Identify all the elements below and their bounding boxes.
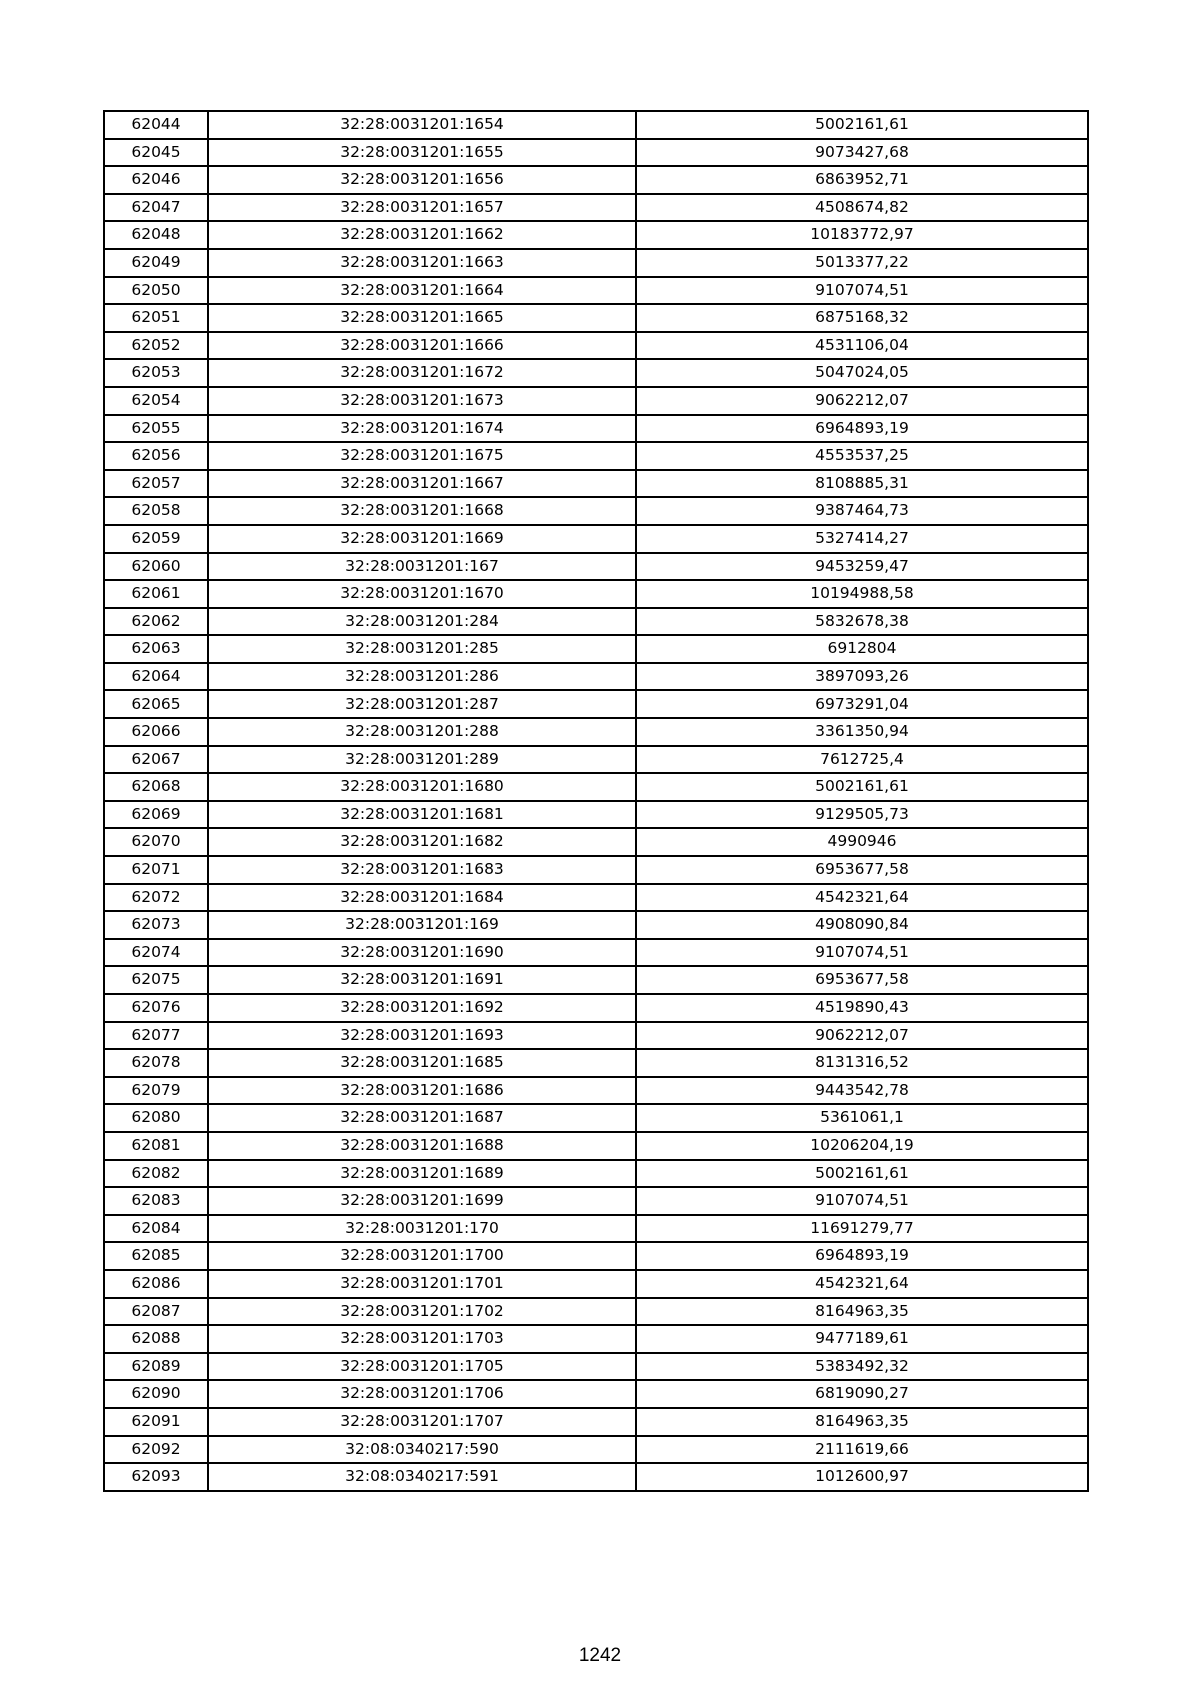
value-cell: 4542321,64 — [636, 1270, 1088, 1298]
table-row — [104, 194, 1088, 222]
row-number-cell: 62057 — [104, 470, 208, 498]
value-cell: 9107074,51 — [636, 939, 1088, 967]
row-number-cell: 62058 — [104, 497, 208, 525]
table-row — [104, 1187, 1088, 1215]
row-number-cell: 62056 — [104, 442, 208, 470]
value-cell: 6819090,27 — [636, 1380, 1088, 1408]
value-cell: 10194988,58 — [636, 580, 1088, 608]
value-cell: 5013377,22 — [636, 249, 1088, 277]
row-number-cell: 62092 — [104, 1436, 208, 1464]
value-cell: 9062212,07 — [636, 387, 1088, 415]
table-row — [104, 1463, 1088, 1491]
table-row — [104, 1380, 1088, 1408]
cadastral-number-cell: 32:28:0031201:1687 — [208, 1104, 636, 1132]
cadastral-number-cell: 32:28:0031201:1672 — [208, 359, 636, 387]
cadastral-number-cell: 32:28:0031201:1691 — [208, 966, 636, 994]
value-cell: 9107074,51 — [636, 1187, 1088, 1215]
table-row — [104, 1077, 1088, 1105]
table-row — [104, 1022, 1088, 1050]
row-number-cell: 62086 — [104, 1270, 208, 1298]
row-number-cell: 62082 — [104, 1160, 208, 1188]
value-cell: 8108885,31 — [636, 470, 1088, 498]
row-number-cell: 62088 — [104, 1325, 208, 1353]
value-cell: 6912804 — [636, 635, 1088, 663]
row-number-cell: 62055 — [104, 415, 208, 443]
cadastral-number-cell: 32:28:0031201:1701 — [208, 1270, 636, 1298]
table-row — [104, 111, 1088, 139]
cadastral-number-cell: 32:28:0031201:1657 — [208, 194, 636, 222]
value-cell: 5361061,1 — [636, 1104, 1088, 1132]
value-cell: 7612725,4 — [636, 746, 1088, 774]
value-cell: 9107074,51 — [636, 277, 1088, 305]
row-number-cell: 62079 — [104, 1077, 208, 1105]
table-row — [104, 1270, 1088, 1298]
cadastral-number-cell: 32:28:0031201:170 — [208, 1215, 636, 1243]
cadastral-number-cell: 32:28:0031201:284 — [208, 608, 636, 636]
cadastral-number-cell: 32:28:0031201:1665 — [208, 304, 636, 332]
value-cell: 10183772,97 — [636, 221, 1088, 249]
cadastral-number-cell: 32:28:0031201:285 — [208, 635, 636, 663]
data-table — [103, 110, 1089, 1492]
row-number-cell: 62083 — [104, 1187, 208, 1215]
value-cell: 4553537,25 — [636, 442, 1088, 470]
row-number-cell: 62071 — [104, 856, 208, 884]
cadastral-number-cell: 32:28:0031201:1688 — [208, 1132, 636, 1160]
row-number-cell: 62093 — [104, 1463, 208, 1491]
value-cell: 6875168,32 — [636, 304, 1088, 332]
cadastral-number-cell: 32:28:0031201:1663 — [208, 249, 636, 277]
row-number-cell: 62080 — [104, 1104, 208, 1132]
table-row — [104, 525, 1088, 553]
cadastral-number-cell: 32:28:0031201:1682 — [208, 828, 636, 856]
table-row — [104, 387, 1088, 415]
table-row — [104, 1408, 1088, 1436]
cadastral-number-cell: 32:28:0031201:286 — [208, 663, 636, 691]
page-number: 1242 — [578, 1645, 622, 1666]
cadastral-number-cell: 32:28:0031201:1683 — [208, 856, 636, 884]
value-cell: 8164963,35 — [636, 1298, 1088, 1326]
cadastral-number-cell: 32:28:0031201:288 — [208, 718, 636, 746]
cadastral-number-cell: 32:28:0031201:1675 — [208, 442, 636, 470]
value-cell: 5002161,61 — [636, 773, 1088, 801]
cadastral-number-cell: 32:28:0031201:289 — [208, 746, 636, 774]
table-row — [104, 635, 1088, 663]
row-number-cell: 62081 — [104, 1132, 208, 1160]
cadastral-number-cell: 32:28:0031201:1666 — [208, 332, 636, 360]
value-cell: 3361350,94 — [636, 718, 1088, 746]
row-number-cell: 62068 — [104, 773, 208, 801]
value-cell: 6973291,04 — [636, 690, 1088, 718]
table-row — [104, 249, 1088, 277]
row-number-cell: 62053 — [104, 359, 208, 387]
cadastral-number-cell: 32:28:0031201:1674 — [208, 415, 636, 443]
row-number-cell: 62045 — [104, 139, 208, 167]
row-number-cell: 62076 — [104, 994, 208, 1022]
table-row — [104, 939, 1088, 967]
cadastral-number-cell: 32:28:0031201:1670 — [208, 580, 636, 608]
row-number-cell: 62063 — [104, 635, 208, 663]
cadastral-number-cell: 32:28:0031201:1667 — [208, 470, 636, 498]
cadastral-number-cell: 32:28:0031201:169 — [208, 911, 636, 939]
row-number-cell: 62067 — [104, 746, 208, 774]
value-cell: 10206204,19 — [636, 1132, 1088, 1160]
row-number-cell: 62047 — [104, 194, 208, 222]
value-cell: 5002161,61 — [636, 111, 1088, 139]
row-number-cell: 62059 — [104, 525, 208, 553]
cadastral-number-cell: 32:28:0031201:1669 — [208, 525, 636, 553]
table-row — [104, 470, 1088, 498]
table-row — [104, 221, 1088, 249]
value-cell: 3897093,26 — [636, 663, 1088, 691]
table-row — [104, 663, 1088, 691]
cadastral-number-cell: 32:08:0340217:591 — [208, 1463, 636, 1491]
row-number-cell: 62051 — [104, 304, 208, 332]
row-number-cell: 62074 — [104, 939, 208, 967]
cadastral-number-cell: 32:28:0031201:1702 — [208, 1298, 636, 1326]
cadastral-number-cell: 32:08:0340217:590 — [208, 1436, 636, 1464]
value-cell: 1012600,97 — [636, 1463, 1088, 1491]
row-number-cell: 62054 — [104, 387, 208, 415]
value-cell: 11691279,77 — [636, 1215, 1088, 1243]
table-row — [104, 856, 1088, 884]
cadastral-number-cell: 32:28:0031201:1680 — [208, 773, 636, 801]
row-number-cell: 62050 — [104, 277, 208, 305]
value-cell: 4990946 — [636, 828, 1088, 856]
value-cell: 9073427,68 — [636, 139, 1088, 167]
row-number-cell: 62065 — [104, 690, 208, 718]
row-number-cell: 62060 — [104, 553, 208, 581]
table-row — [104, 884, 1088, 912]
table-row — [104, 690, 1088, 718]
table-row — [104, 1215, 1088, 1243]
value-cell: 6863952,71 — [636, 166, 1088, 194]
value-cell: 8131316,52 — [636, 1049, 1088, 1077]
value-cell: 5002161,61 — [636, 1160, 1088, 1188]
table-row — [104, 139, 1088, 167]
table-row — [104, 442, 1088, 470]
cadastral-number-cell: 32:28:0031201:1681 — [208, 801, 636, 829]
row-number-cell: 62078 — [104, 1049, 208, 1077]
value-cell: 6964893,19 — [636, 415, 1088, 443]
row-number-cell: 62070 — [104, 828, 208, 856]
row-number-cell: 62049 — [104, 249, 208, 277]
table-body — [104, 111, 1088, 1491]
table-row — [104, 1049, 1088, 1077]
cadastral-number-cell: 32:28:0031201:1662 — [208, 221, 636, 249]
cadastral-number-cell: 32:28:0031201:1684 — [208, 884, 636, 912]
cadastral-number-cell: 32:28:0031201:1656 — [208, 166, 636, 194]
cadastral-number-cell: 32:28:0031201:1686 — [208, 1077, 636, 1105]
cadastral-number-cell: 32:28:0031201:1668 — [208, 497, 636, 525]
table-row — [104, 1353, 1088, 1381]
value-cell: 6964893,19 — [636, 1242, 1088, 1270]
cadastral-number-cell: 32:28:0031201:1690 — [208, 939, 636, 967]
table-row — [104, 415, 1088, 443]
value-cell: 6953677,58 — [636, 856, 1088, 884]
table-row — [104, 801, 1088, 829]
table-row — [104, 994, 1088, 1022]
cadastral-number-cell: 32:28:0031201:1654 — [208, 111, 636, 139]
value-cell: 4508674,82 — [636, 194, 1088, 222]
row-number-cell: 62052 — [104, 332, 208, 360]
row-number-cell: 62046 — [104, 166, 208, 194]
row-number-cell: 62072 — [104, 884, 208, 912]
cadastral-number-cell: 32:28:0031201:167 — [208, 553, 636, 581]
row-number-cell: 62075 — [104, 966, 208, 994]
value-cell: 8164963,35 — [636, 1408, 1088, 1436]
table-row — [104, 1132, 1088, 1160]
cadastral-number-cell: 32:28:0031201:1673 — [208, 387, 636, 415]
cadastral-number-cell: 32:28:0031201:1685 — [208, 1049, 636, 1077]
row-number-cell: 62090 — [104, 1380, 208, 1408]
table-row — [104, 332, 1088, 360]
table-row — [104, 746, 1088, 774]
table-row — [104, 553, 1088, 581]
value-cell: 9129505,73 — [636, 801, 1088, 829]
row-number-cell: 62066 — [104, 718, 208, 746]
table-row — [104, 1242, 1088, 1270]
table-row — [104, 1325, 1088, 1353]
table-row — [104, 1298, 1088, 1326]
table-row — [104, 1104, 1088, 1132]
table-row — [104, 580, 1088, 608]
value-cell: 9387464,73 — [636, 497, 1088, 525]
cadastral-number-cell: 32:28:0031201:1692 — [208, 994, 636, 1022]
table-row — [104, 828, 1088, 856]
value-cell: 9477189,61 — [636, 1325, 1088, 1353]
row-number-cell: 62048 — [104, 221, 208, 249]
value-cell: 5047024,05 — [636, 359, 1088, 387]
table-row — [104, 166, 1088, 194]
value-cell: 9443542,78 — [636, 1077, 1088, 1105]
row-number-cell: 62091 — [104, 1408, 208, 1436]
table-row — [104, 1436, 1088, 1464]
table-row — [104, 773, 1088, 801]
table-row — [104, 359, 1088, 387]
cadastral-number-cell: 32:28:0031201:1707 — [208, 1408, 636, 1436]
cadastral-number-cell: 32:28:0031201:1706 — [208, 1380, 636, 1408]
table-row — [104, 966, 1088, 994]
row-number-cell: 62062 — [104, 608, 208, 636]
cadastral-number-cell: 32:28:0031201:1664 — [208, 277, 636, 305]
cadastral-number-cell: 32:28:0031201:1703 — [208, 1325, 636, 1353]
cadastral-number-cell: 32:28:0031201:1699 — [208, 1187, 636, 1215]
value-cell: 5832678,38 — [636, 608, 1088, 636]
table-row — [104, 911, 1088, 939]
table-row — [104, 497, 1088, 525]
cadastral-number-cell: 32:28:0031201:1700 — [208, 1242, 636, 1270]
row-number-cell: 62044 — [104, 111, 208, 139]
row-number-cell: 62085 — [104, 1242, 208, 1270]
value-cell: 5383492,32 — [636, 1353, 1088, 1381]
value-cell: 5327414,27 — [636, 525, 1088, 553]
table-row — [104, 718, 1088, 746]
value-cell: 4908090,84 — [636, 911, 1088, 939]
row-number-cell: 62069 — [104, 801, 208, 829]
row-number-cell: 62064 — [104, 663, 208, 691]
row-number-cell: 62077 — [104, 1022, 208, 1050]
row-number-cell: 62073 — [104, 911, 208, 939]
value-cell: 4519890,43 — [636, 994, 1088, 1022]
value-cell: 6953677,58 — [636, 966, 1088, 994]
row-number-cell: 62089 — [104, 1353, 208, 1381]
cadastral-number-cell: 32:28:0031201:287 — [208, 690, 636, 718]
table-row — [104, 304, 1088, 332]
value-cell: 4542321,64 — [636, 884, 1088, 912]
table-row — [104, 608, 1088, 636]
table-row — [104, 277, 1088, 305]
cadastral-number-cell: 32:28:0031201:1655 — [208, 139, 636, 167]
value-cell: 2111619,66 — [636, 1436, 1088, 1464]
row-number-cell: 62087 — [104, 1298, 208, 1326]
cadastral-number-cell: 32:28:0031201:1693 — [208, 1022, 636, 1050]
cadastral-number-cell: 32:28:0031201:1689 — [208, 1160, 636, 1188]
table-row — [104, 1160, 1088, 1188]
value-cell: 9062212,07 — [636, 1022, 1088, 1050]
value-cell: 4531106,04 — [636, 332, 1088, 360]
row-number-cell: 62084 — [104, 1215, 208, 1243]
cadastral-number-cell: 32:28:0031201:1705 — [208, 1353, 636, 1381]
row-number-cell: 62061 — [104, 580, 208, 608]
value-cell: 9453259,47 — [636, 553, 1088, 581]
